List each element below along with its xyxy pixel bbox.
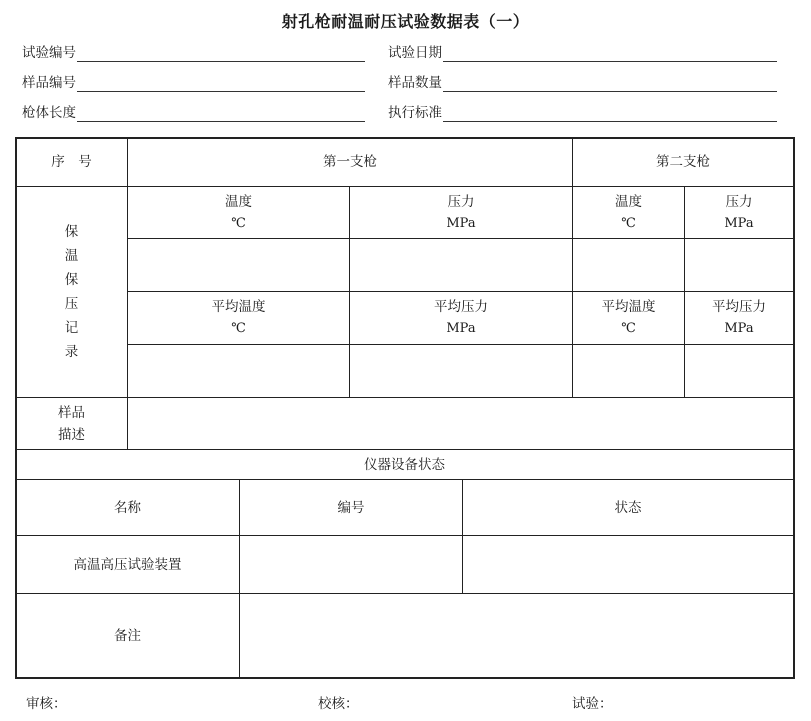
gun2-avg-pressure-header bbox=[685, 292, 793, 344]
avg-temp-unit: ℃ bbox=[621, 321, 636, 336]
equipment-number-header bbox=[240, 480, 462, 535]
gun2-pressure-input[interactable] bbox=[685, 239, 793, 291]
review-signature[interactable] bbox=[26, 692, 67, 712]
equipment-row-name bbox=[16, 536, 239, 593]
gun1-pressure-header bbox=[350, 187, 572, 238]
page-title: 射孔枪耐温耐压试验数据表（一） bbox=[281, 12, 530, 31]
gun1-avg-pressure-header bbox=[350, 292, 572, 344]
standard-field[interactable] bbox=[388, 104, 777, 122]
pressure-label: 压力 bbox=[447, 193, 475, 210]
record-label-char: 记 bbox=[64, 320, 79, 336]
gun2-header bbox=[573, 138, 793, 186]
pressure-unit: MPa bbox=[446, 215, 476, 231]
temp-unit: ℃ bbox=[231, 215, 246, 231]
test-date-field[interactable] bbox=[388, 44, 777, 62]
sample-quantity-input[interactable] bbox=[443, 77, 777, 92]
sample-quantity-field[interactable] bbox=[388, 74, 777, 92]
gun1-pressure-input[interactable] bbox=[350, 239, 572, 291]
gun1-header bbox=[128, 138, 572, 186]
avg-pressure-label: 平均压力 bbox=[712, 299, 766, 315]
review-label: 审核： bbox=[26, 696, 67, 712]
sample-quantity-label: 样品数量 bbox=[388, 75, 442, 91]
gun2-pressure-header bbox=[685, 187, 793, 238]
avg-pressure-unit: MPa bbox=[724, 321, 754, 336]
remarks-input[interactable] bbox=[240, 594, 793, 677]
check-label: 校核： bbox=[318, 696, 359, 712]
gun1-avg-temp-header bbox=[128, 292, 349, 344]
test-number-field[interactable] bbox=[22, 44, 365, 62]
test-date-label: 试验日期 bbox=[388, 45, 442, 61]
avg-pressure-unit: MPa bbox=[446, 321, 476, 336]
avg-temp-label: 平均温度 bbox=[211, 299, 266, 315]
record-section-label bbox=[16, 187, 127, 397]
check-signature[interactable] bbox=[318, 692, 359, 712]
pressure-label: 压力 bbox=[725, 193, 753, 210]
test-date-input[interactable] bbox=[443, 47, 777, 62]
gun2-temp-header bbox=[573, 187, 684, 238]
equipment-status-header bbox=[463, 480, 793, 535]
gun2-avg-pressure-input[interactable] bbox=[685, 345, 793, 397]
gun-length-input[interactable] bbox=[77, 107, 365, 122]
record-label-char: 保 bbox=[64, 224, 79, 240]
gun1-temp-header bbox=[128, 187, 349, 238]
record-label-char: 温 bbox=[64, 248, 79, 264]
avg-pressure-label: 平均压力 bbox=[434, 299, 488, 315]
gun1-avg-pressure-input[interactable] bbox=[350, 345, 572, 397]
seq-header bbox=[16, 138, 127, 186]
temp-unit: ℃ bbox=[621, 215, 636, 231]
temp-label: 温度 bbox=[225, 193, 252, 210]
test-number-label: 试验编号 bbox=[22, 45, 76, 61]
sample-desc-label-line: 描述 bbox=[58, 426, 85, 443]
sample-number-field[interactable] bbox=[22, 74, 365, 92]
equipment-status-header-label: 状态 bbox=[614, 499, 642, 516]
sample-desc-label-line: 样品 bbox=[58, 404, 85, 421]
gun2-avg-temp-header bbox=[573, 292, 684, 344]
equipment-name-header bbox=[16, 480, 239, 535]
gun2-temp-input[interactable] bbox=[573, 239, 684, 291]
equipment-number-input[interactable] bbox=[240, 536, 462, 593]
standard-label: 执行标准 bbox=[388, 105, 442, 121]
gun1-temp-input[interactable] bbox=[128, 239, 349, 291]
equipment-name-value: 高温高压试验装置 bbox=[73, 556, 182, 573]
pressure-unit: MPa bbox=[724, 215, 754, 231]
sample-number-input[interactable] bbox=[77, 77, 365, 92]
sample-number-label: 样品编号 bbox=[22, 75, 76, 91]
test-signature[interactable] bbox=[572, 692, 613, 712]
table-border-right bbox=[793, 137, 795, 678]
equipment-status-input[interactable] bbox=[463, 536, 793, 593]
sample-desc-label bbox=[16, 398, 127, 449]
sample-desc-input[interactable] bbox=[128, 398, 793, 449]
equipment-section-label: 仪器设备状态 bbox=[364, 456, 445, 473]
remarks-label bbox=[16, 594, 239, 677]
avg-temp-unit: ℃ bbox=[231, 321, 246, 336]
record-label-char: 压 bbox=[64, 296, 79, 312]
gun-length-label: 枪体长度 bbox=[22, 105, 76, 121]
equipment-section-title bbox=[16, 450, 793, 479]
record-label-char: 录 bbox=[64, 344, 79, 360]
gun2-header-label: 第二支枪 bbox=[656, 154, 710, 170]
temp-label: 温度 bbox=[615, 193, 642, 210]
avg-temp-label: 平均温度 bbox=[601, 299, 656, 315]
gun2-avg-temp-input[interactable] bbox=[573, 345, 684, 397]
seq-header-label: 序 号 bbox=[51, 154, 92, 170]
gun-length-field[interactable] bbox=[22, 104, 365, 122]
test-number-input[interactable] bbox=[77, 47, 365, 62]
test-label: 试验： bbox=[572, 696, 613, 712]
remarks-label-text: 备注 bbox=[114, 627, 141, 644]
record-label-char: 保 bbox=[64, 272, 79, 288]
equipment-name-header-label: 名称 bbox=[114, 499, 141, 516]
table-border-bottom bbox=[15, 677, 795, 679]
standard-input[interactable] bbox=[443, 107, 777, 122]
gun1-header-label: 第一支枪 bbox=[323, 154, 377, 170]
equipment-number-header-label: 编号 bbox=[337, 499, 365, 516]
gun1-avg-temp-input[interactable] bbox=[128, 345, 349, 397]
